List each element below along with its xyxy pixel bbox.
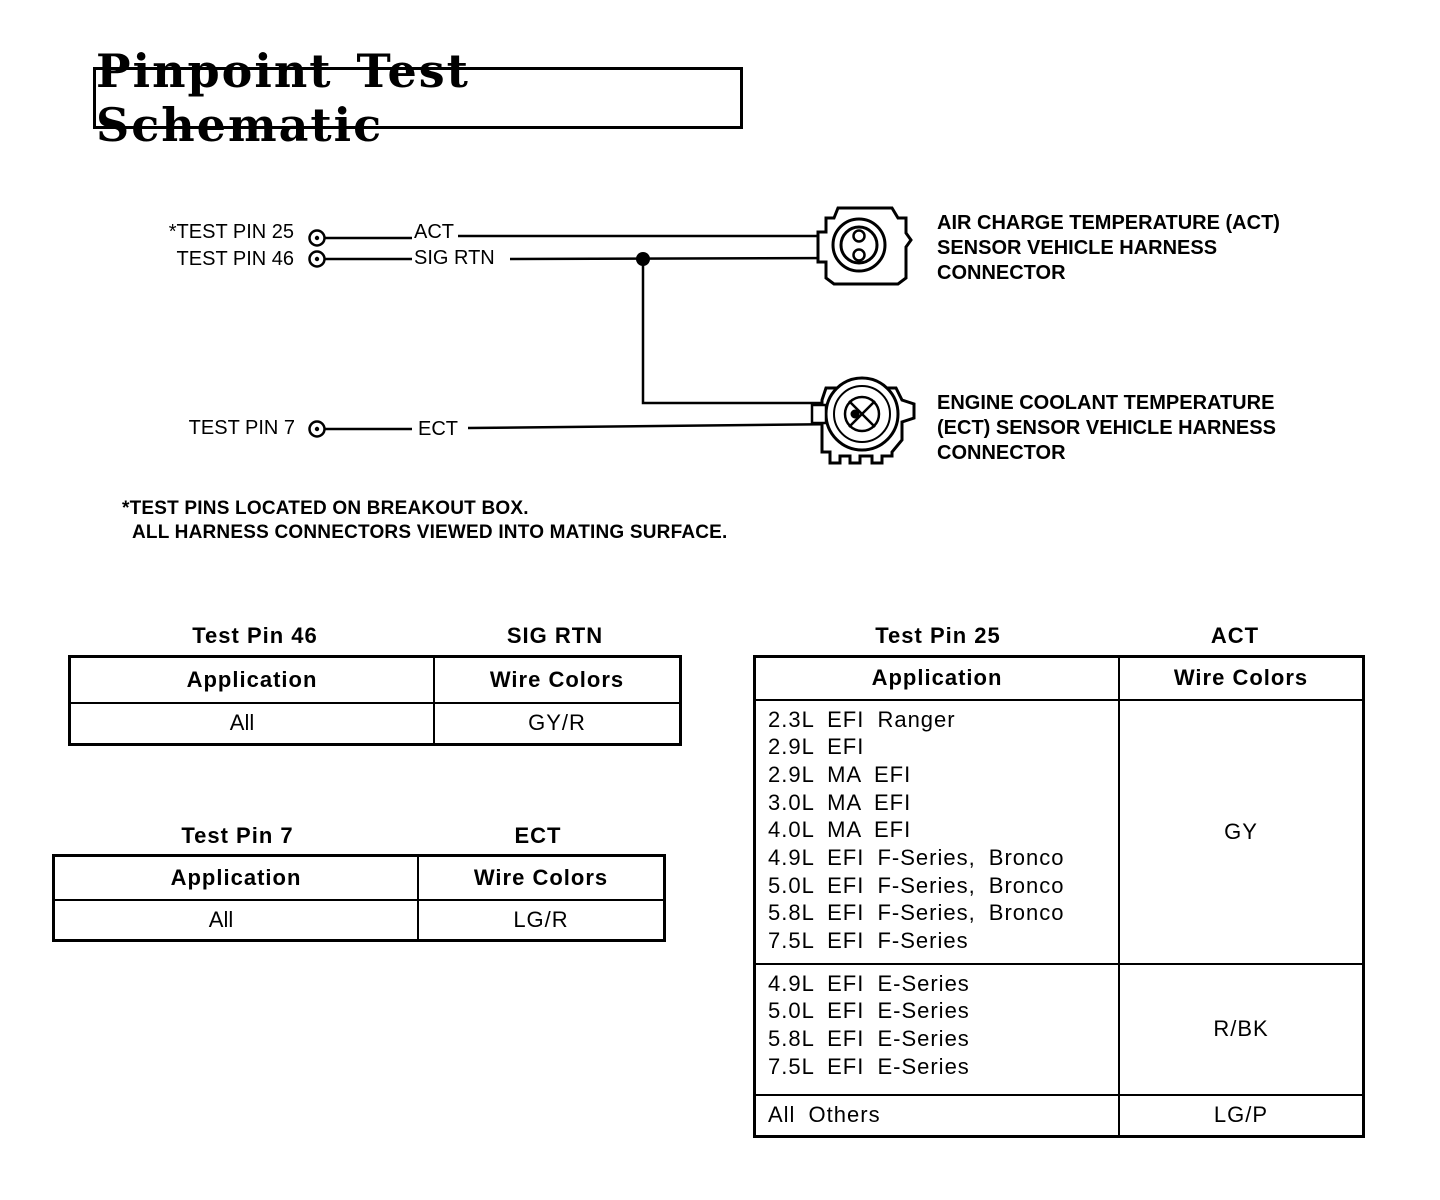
act-desc-line: CONNECTOR [937, 262, 1066, 284]
act-desc-line: AIR CHARGE TEMPERATURE (ACT) [937, 212, 1280, 234]
ect-connector-description [937, 391, 1276, 466]
application-item: All Others [768, 1102, 881, 1128]
application-item: 4.9L EFI E-Series [768, 970, 970, 996]
pin25-applications-cell [755, 964, 1120, 1095]
pin7-application-cell: All [54, 900, 419, 941]
pin46-application-cell: All [70, 703, 435, 745]
pin25-group-row [755, 700, 1364, 964]
application-item: 5.8L EFI F-Series, Bronco [768, 900, 1065, 926]
pin7-signal-caption: ECT [514, 823, 562, 848]
application-item: 2.3L EFI Ranger [768, 706, 956, 732]
test-pin-7-terminal [310, 422, 325, 437]
application-item: 5.0L EFI F-Series, Bronco [768, 872, 1065, 898]
ect-desc-line: ENGINE COOLANT TEMPERATURE [937, 392, 1275, 414]
sig-rtn-wire-2 [510, 258, 848, 259]
application-item: 4.9L EFI F-Series, Bronco [768, 845, 1065, 871]
application-item: 2.9L MA EFI [768, 761, 912, 787]
application-item: 5.0L EFI E-Series [768, 998, 970, 1024]
pin7-wire-cell: LG/R [418, 900, 665, 941]
test-pin-46-terminal [310, 252, 325, 267]
pin25-header-wire-colors: Wire Colors [1119, 657, 1364, 700]
pin25-wire-cell: LG/P [1119, 1095, 1364, 1137]
ect-signal-label: ECT [418, 418, 458, 440]
pin25-group-row [755, 1095, 1364, 1137]
pin25-applications-cell [755, 1095, 1120, 1137]
application-item: 7.5L EFI F-Series [768, 928, 969, 954]
ect-desc-line: CONNECTOR [937, 442, 1066, 464]
act-desc-line: SENSOR VEHICLE HARNESS [937, 237, 1218, 259]
pin25-header-application: Application [755, 657, 1120, 700]
application-item: 2.9L EFI [768, 734, 865, 760]
pin46-signal-caption: SIG RTN [506, 623, 604, 648]
pin46-wire-cell: GY/R [434, 703, 681, 745]
application-item: 3.0L MA EFI [768, 789, 912, 815]
act-signal-label: ACT [414, 221, 454, 243]
test-pin-25-label: *TEST PIN 25 [168, 221, 294, 243]
test-pin-7-label: TEST PIN 7 [188, 417, 295, 439]
application-item: 5.8L EFI E-Series [768, 1025, 970, 1051]
act-connector-icon [818, 208, 911, 284]
pin25-wire-cell: GY [1119, 700, 1364, 964]
sig-rtn-branch [643, 259, 848, 403]
act-connector-description [937, 211, 1280, 286]
pin25-test-pin-caption: Test Pin 25 [875, 623, 1001, 648]
pin7-test-pin-caption: Test Pin 7 [181, 823, 294, 848]
pin25-table [753, 655, 1365, 1138]
pin25-group-row [755, 964, 1364, 1095]
pin7-header-application: Application [54, 856, 419, 900]
junction-dot [636, 252, 650, 266]
pin7-table [52, 854, 666, 942]
ect-connector-icon [812, 378, 914, 463]
pin46-header-application: Application [70, 657, 435, 703]
test-pin-46-label: TEST PIN 46 [176, 248, 294, 270]
note-breakout-box: *TEST PINS LOCATED ON BREAKOUT BOX. [122, 498, 529, 519]
note-mating-surface: ALL HARNESS CONNECTORS VIEWED INTO MATING SURFACE. [132, 522, 728, 543]
test-pin-25-terminal [310, 231, 325, 246]
ect-desc-line: (ECT) SENSOR VEHICLE HARNESS [937, 417, 1276, 439]
pin25-wire-cell: R/BK [1119, 964, 1364, 1095]
pin46-table [68, 655, 682, 746]
pin7-header-wire-colors: Wire Colors [418, 856, 665, 900]
application-item: 4.0L MA EFI [768, 817, 912, 843]
pin46-test-pin-caption: Test Pin 46 [192, 623, 318, 648]
pin46-header-wire-colors: Wire Colors [434, 657, 681, 703]
application-item: 7.5L EFI E-Series [768, 1053, 970, 1079]
ect-wire-2 [468, 424, 848, 428]
pin25-signal-caption: ACT [1210, 623, 1260, 648]
pin25-applications-cell [755, 700, 1120, 964]
page-title: Pinpoint Test Schematic [93, 67, 743, 129]
sig-rtn-signal-label: SIG RTN [414, 247, 495, 269]
